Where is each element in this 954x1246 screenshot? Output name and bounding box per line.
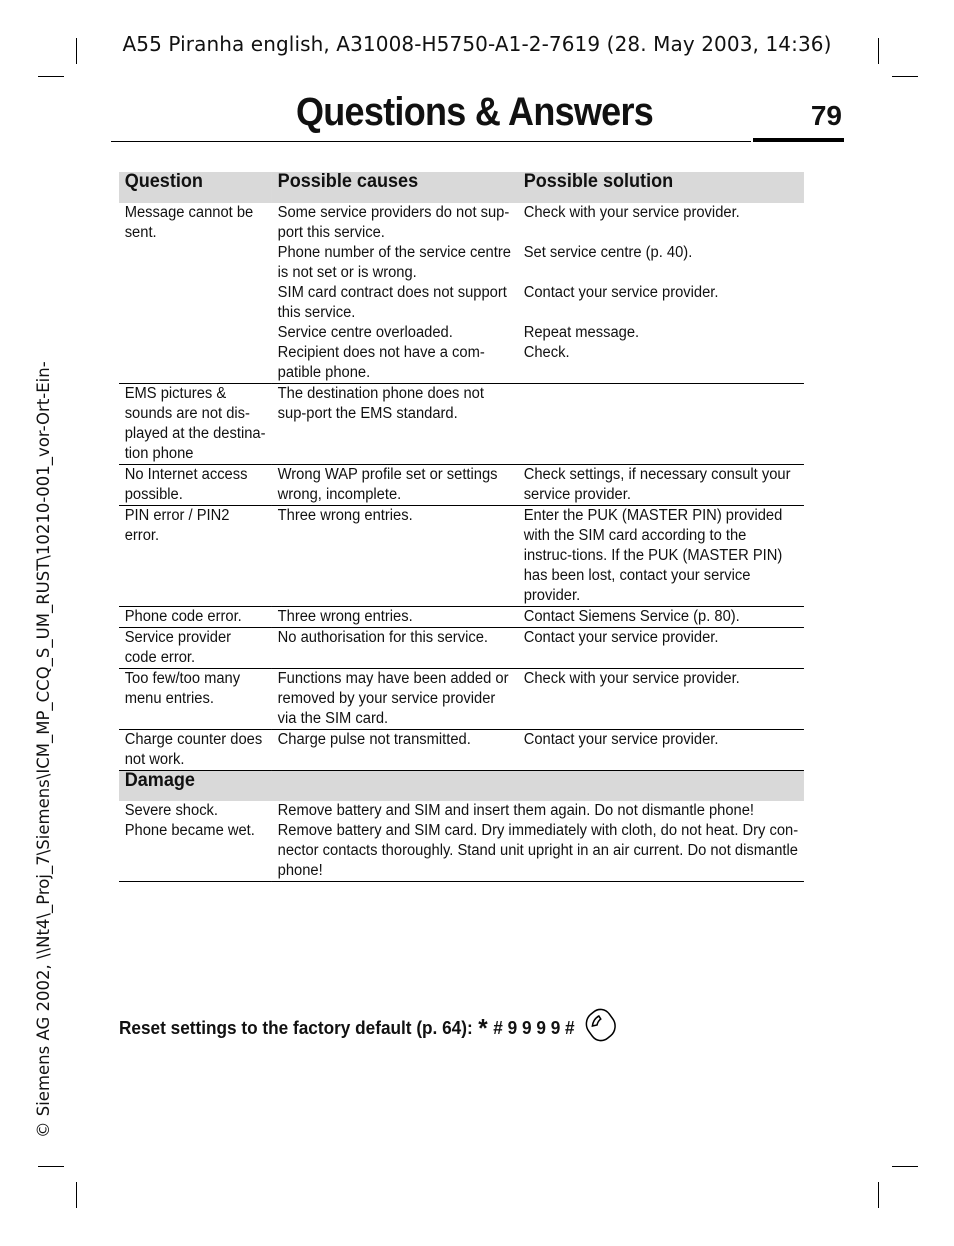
solution-cell: Check. xyxy=(523,344,570,361)
cause-cell: Some service providers do not sup-port this service. xyxy=(277,204,510,241)
cause-cell: No authorisation for this service. xyxy=(272,628,518,669)
page-number-rule xyxy=(753,138,844,142)
solution-cell xyxy=(518,384,804,465)
table-row xyxy=(119,283,804,323)
reset-label: Reset settings to the factory default (p. 64): xyxy=(119,1016,473,1038)
cause-cell: Charge pulse not transmitted. xyxy=(272,730,518,771)
question-cell: Service provider code error. xyxy=(119,628,272,669)
question-cell: Message cannot be sent. xyxy=(124,204,254,241)
table-row xyxy=(119,669,804,730)
solution-cell: Contact your service provider. xyxy=(518,628,804,669)
table-row xyxy=(119,465,804,506)
question-cell xyxy=(119,243,272,283)
crop-mark xyxy=(76,1182,77,1208)
question-cell: EMS pictures & sounds are not dis-played at the destina-tion phone xyxy=(119,384,272,465)
solution-cell: Repeat message. xyxy=(523,324,640,341)
document-header: A55 Piranha english, A31008-H5750-A1-2-7619 (28. May 2003, 14:36) xyxy=(122,32,832,56)
column-header-causes: Possible causes xyxy=(272,172,518,203)
question-cell: Phone became wet. xyxy=(119,821,272,882)
table-row xyxy=(119,628,804,669)
table-header-row xyxy=(119,172,804,203)
table-row xyxy=(119,607,804,628)
cause-cell: Three wrong entries. xyxy=(272,506,518,607)
reset-code: # 9 9 9 9 # xyxy=(493,1016,575,1038)
solution-cell: Check with your service provider. xyxy=(523,204,740,221)
crop-mark xyxy=(878,1182,879,1208)
cause-cell: Phone number of the service centre is not set or is wrong. xyxy=(277,244,511,281)
solution-cell: Set service centre (p. 40). xyxy=(523,244,693,261)
solution-cell: Contact your service provider. xyxy=(523,284,719,301)
cause-cell: Three wrong entries. xyxy=(272,607,518,628)
question-cell: No Internet access possible. xyxy=(119,465,272,506)
page-number: 79 xyxy=(810,100,842,131)
table-row xyxy=(119,243,804,283)
questions-answers-table xyxy=(119,172,804,882)
section-heading: Damage xyxy=(119,771,804,802)
solution-cell: Remove battery and SIM and insert them again. Do not dismantle phone! xyxy=(277,802,755,819)
solution-cell: Check with your service provider. xyxy=(518,669,804,730)
question-cell: Severe shock. xyxy=(124,802,219,819)
table-row xyxy=(119,323,804,343)
crop-mark xyxy=(892,1166,918,1167)
question-cell: Phone code error. xyxy=(119,607,272,628)
question-cell xyxy=(119,283,272,323)
star-key: * xyxy=(478,1012,488,1043)
table-row xyxy=(119,384,804,465)
cause-cell: Recipient does not have a com-patible phone. xyxy=(277,344,485,381)
question-cell xyxy=(119,323,272,343)
solution-cell: Remove battery and SIM card. Dry immediately with cloth, do not heat. Dry con-nector contacts thoroughly. Stand unit upright in an air current. Do not dismantle phone! xyxy=(272,821,804,882)
call-key-icon xyxy=(582,1006,619,1049)
cause-cell: Service centre overloaded. xyxy=(277,324,453,341)
crop-mark xyxy=(38,1166,64,1167)
cause-cell: SIM card contract does not support this service. xyxy=(277,284,507,321)
cause-cell: The destination phone does not sup-port the EMS standard. xyxy=(272,384,518,465)
reset-instruction xyxy=(119,1006,619,1049)
table-row xyxy=(119,821,804,882)
table-row xyxy=(119,801,804,821)
page-title: Questions & Answers xyxy=(296,90,654,134)
question-cell: Too few/too many menu entries. xyxy=(119,669,272,730)
solution-cell: Check settings, if necessary consult your service provider. xyxy=(518,465,804,506)
title-rule xyxy=(111,141,751,142)
solution-cell: Enter the PUK (MASTER PIN) provided with the SIM card according to the instruc-tions. If the PUK (MASTER PIN) has been lost, contact your service provider. xyxy=(518,506,804,607)
table-row xyxy=(119,343,804,384)
solution-cell: Contact Siemens Service (p. 80). xyxy=(518,607,804,628)
solution-cell: Contact your service provider. xyxy=(518,730,804,771)
column-header-solution: Possible solution xyxy=(518,172,804,203)
question-cell xyxy=(119,343,272,384)
table-row xyxy=(119,506,804,607)
column-header-question: Question xyxy=(119,172,272,203)
table-row xyxy=(119,730,804,771)
question-cell: Charge counter does not work. xyxy=(119,730,272,771)
side-copyright-text: © Siemens AG 2002, \\Nt4\_Proj_7\Siemens\ICM_MP_CCQ_S_UM_RUST\10210-001_vor-Ort-Ein- xyxy=(34,361,53,1138)
crop-mark xyxy=(892,76,918,77)
question-cell: PIN error / PIN2 error. xyxy=(119,506,272,607)
table-row xyxy=(119,203,804,243)
cause-cell: Wrong WAP profile set or settings wrong, incomplete. xyxy=(272,465,518,506)
cause-cell: Functions may have been added or removed by your service provider via the SIM card. xyxy=(272,669,518,730)
damage-section-header xyxy=(119,771,804,802)
crop-mark xyxy=(38,76,64,77)
